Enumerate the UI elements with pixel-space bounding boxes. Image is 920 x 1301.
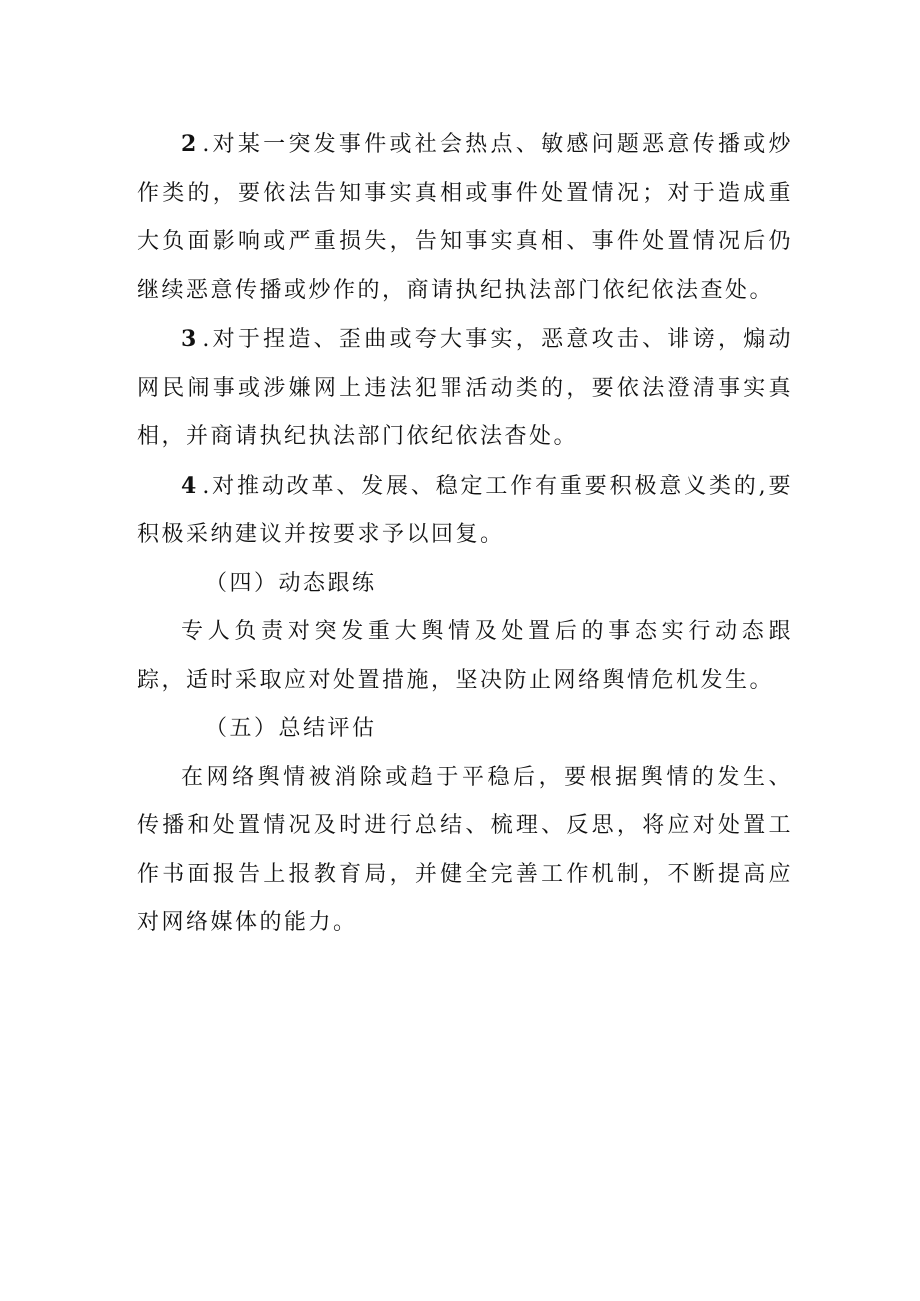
section-heading-4: （四）动态跟练 [205,570,377,596]
item-number: 4 [181,472,203,499]
document-body [137,120,793,948]
section-heading-5: （五）总结评估 [205,716,377,741]
item-text: .对某一突发事件或社会热点、敏感问题恶意传播或炒作类的，要依法告知事实真相或事件处置情况；对于造成重大负面影响或严重损失，告知事实真相、事件处置情况后仍继续恶意传播或炒作的，商请执纪执法部门依纪依法查处。 [137,132,793,303]
item-number: 3 [181,326,203,352]
item-text: .对于捏造、歪曲或夸大事实，恶意攻击、诽谤，煽动网民闹事或涉嫌网上违法犯罪活动类的，要依法澄清事实真相，并商请执纪执法部门依纪依法杳处。 [137,327,793,449]
section-body-5: 在网络舆情被消除或趋于平稳后，要根据舆情的发生、传播和处置情况及时进行总结、梳理、反思，将应对处置工作书面报告上报教育局，并健全完善工作机制，不断提高应对网络媒体的能力。 [137,764,793,935]
item-text: .对推动改革、发展、稳定工作有重要积极意义类的,要积极采纳建议并按要求予以回复。 [137,473,793,547]
item-number: 2 [181,131,203,157]
list-item-2 [137,120,793,315]
section-body-4: 专人负责对突发重大舆情及处置后的事态实行动态跟踪，适时采取应对处置措施，坚决防止网络舆情危机发生。 [137,619,793,693]
list-item-3 [137,315,793,462]
list-item-4 [137,462,793,560]
